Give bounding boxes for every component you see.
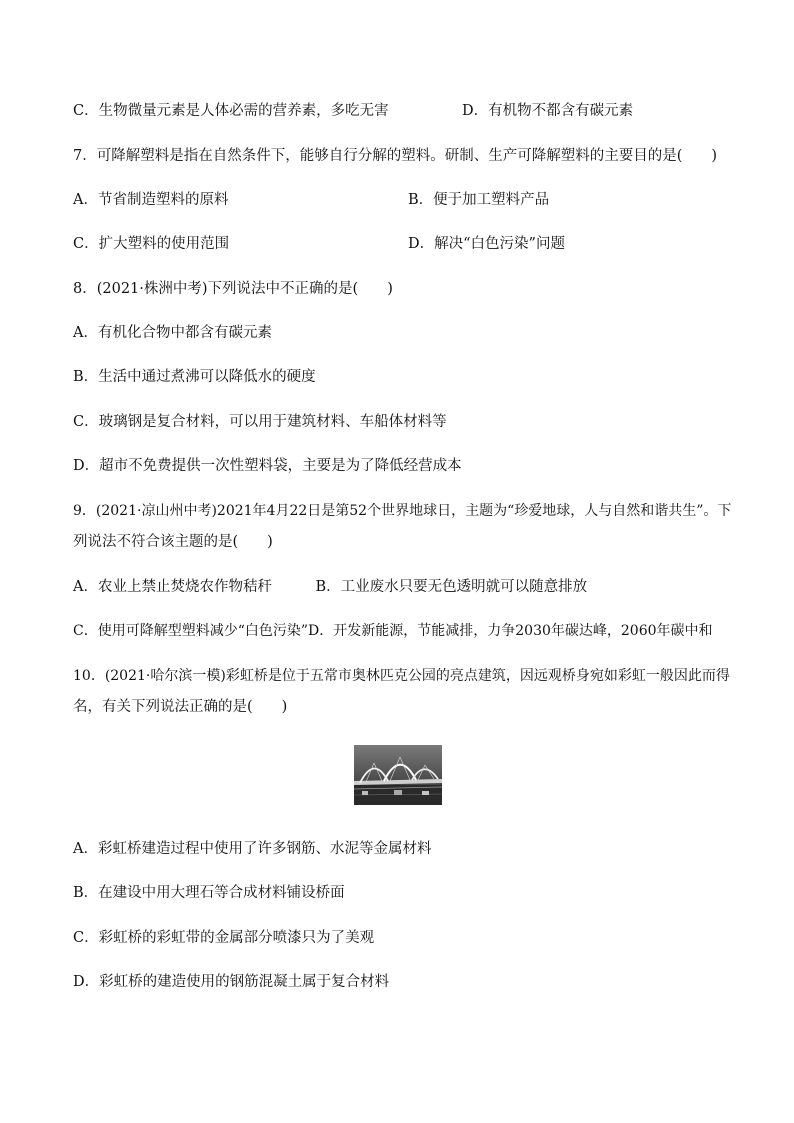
q8-stem: 8．(2021·株洲中考)下列说法中不正确的是( ) bbox=[73, 281, 393, 297]
rainbow-bridge-photo bbox=[354, 745, 442, 805]
bridge-image-icon bbox=[354, 745, 442, 805]
q9-options-ab: A．农业上禁止焚烧农作物秸秆 B．工业废水只要无色透明就可以随意排放 bbox=[73, 579, 588, 595]
q10-option-d: D．彩虹桥的建造使用的钢筋混凝土属于复合材料 bbox=[73, 974, 390, 990]
q10-option-a: A．彩虹桥建造过程中使用了许多钢筋、水泥等金属材料 bbox=[73, 841, 432, 857]
q7-option-a: A．节省制造塑料的原料 bbox=[73, 192, 229, 208]
q10-stem-line2: 名，有关下列说法正确的是( ) bbox=[73, 699, 288, 715]
q7-option-b: B．便于加工塑料产品 bbox=[408, 192, 550, 208]
q9-stem-line1: 9．(2021·凉山州中考)2021年4月22日是第52个世界地球日，主题为“珍爱地球，人与自然和谐共生”。下 bbox=[73, 503, 732, 519]
q7-stem: 7．可降解塑料是指在自然条件下，能够自行分解的塑料。研制、生产可降解塑料的主要目的是( ) bbox=[73, 148, 718, 164]
q8-option-a: A．有机化合物中都含有碳元素 bbox=[73, 325, 272, 341]
q7-option-c: C．扩大塑料的使用范围 bbox=[73, 236, 230, 252]
q6-option-d: D．有机物不都含有碳元素 bbox=[462, 103, 634, 119]
q10-stem-line1: 10．(2021·哈尔滨一模)彩虹桥是位于五常市奥林匹克公园的亮点建筑，因远观桥身宛如彩虹一般因此而得 bbox=[73, 668, 730, 684]
q9-stem-line2: 列说法不符合该主题的是( ) bbox=[73, 534, 273, 550]
q8-option-b: B．生活中通过煮沸可以降低水的硬度 bbox=[73, 369, 316, 385]
q6-option-c: C．生物微量元素是人体必需的营养素，多吃无害 bbox=[73, 103, 389, 119]
q9-options-cd: C．使用可降解型塑料减少“白色污染”D．开发新能源，节能减排，力争2030年碳达峰，2060年碳中和 bbox=[73, 623, 713, 639]
q10-option-c: C．彩虹桥的彩虹带的金属部分喷漆只为了美观 bbox=[73, 930, 375, 946]
q7-option-d: D．解决“白色污染”问题 bbox=[408, 236, 565, 252]
q10-option-b: B．在建设中用大理石等合成材料铺设桥面 bbox=[73, 885, 345, 901]
q8-option-c: C．玻璃钢是复合材料，可以用于建筑材料、车船体材料等 bbox=[73, 414, 447, 430]
q8-option-d: D．超市不免费提供一次性塑料袋，主要是为了降低经营成本 bbox=[73, 458, 462, 474]
